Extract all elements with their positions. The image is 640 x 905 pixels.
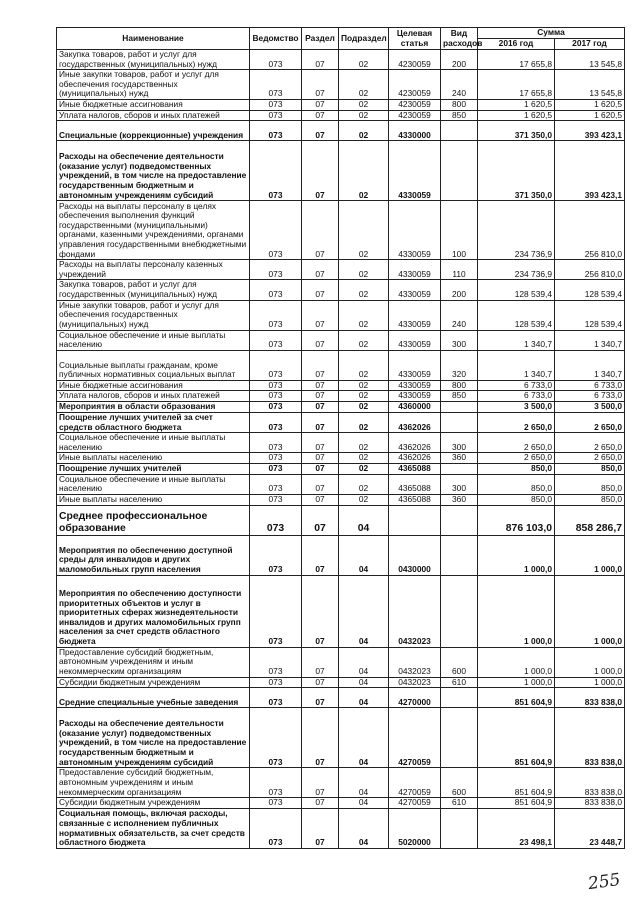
row-sum-2017: 13 545,8 — [555, 50, 625, 70]
header-vid: Вид расходов — [441, 28, 478, 50]
row-vedomstvo: 073 — [250, 768, 302, 798]
row-razdel: 07 — [302, 260, 339, 280]
row-vid-rashodov: 300 — [441, 330, 478, 350]
row-podrazdel: 02 — [339, 300, 389, 330]
row-name: Расходы на выплаты персоналу в целях обеспечения выполнения функций государственными (муниципальными) органами, казенными учреждениями, органами управления государственными внебюджетными фондами — [57, 201, 250, 260]
row-vid-rashodov — [441, 412, 478, 432]
table-row — [57, 474, 625, 494]
row-sum-2016: 851 604,9 — [478, 688, 555, 708]
row-vid-rashodov — [441, 505, 478, 535]
table-row — [57, 300, 625, 330]
row-podrazdel: 04 — [339, 677, 389, 688]
row-podrazdel: 02 — [339, 350, 389, 380]
row-podrazdel: 02 — [339, 121, 389, 141]
row-name: Иные выплаты населению — [57, 495, 250, 506]
table-row — [57, 433, 625, 453]
row-sum-2016: 234 736,9 — [478, 260, 555, 280]
row-podrazdel: 04 — [339, 808, 389, 848]
row-sum-2016: 371 350,0 — [478, 141, 555, 201]
row-razdel: 07 — [302, 708, 339, 768]
row-vid-rashodov — [441, 121, 478, 141]
row-sum-2016: 6 733,0 — [478, 391, 555, 402]
row-celevaya-statya: 4230059 — [389, 99, 441, 110]
row-celevaya-statya: 4330059 — [389, 330, 441, 350]
row-vid-rashodov: 800 — [441, 99, 478, 110]
row-sum-2016: 128 539,4 — [478, 300, 555, 330]
row-sum-2017: 833 838,0 — [555, 768, 625, 798]
row-sum-2016: 2 650,0 — [478, 453, 555, 464]
row-sum-2017: 850,0 — [555, 495, 625, 506]
row-razdel: 07 — [302, 808, 339, 848]
row-podrazdel: 02 — [339, 495, 389, 506]
row-sum-2016: 371 350,0 — [478, 121, 555, 141]
row-vid-rashodov: 360 — [441, 453, 478, 464]
row-vedomstvo: 073 — [250, 300, 302, 330]
row-name: Специальные (коррекционные) учреждения — [57, 121, 250, 141]
row-sum-2017: 1 340,7 — [555, 330, 625, 350]
row-vedomstvo: 073 — [250, 677, 302, 688]
row-razdel: 07 — [302, 463, 339, 474]
row-celevaya-statya: 0432023 — [389, 575, 441, 647]
row-sum-2017: 2 650,0 — [555, 412, 625, 432]
row-razdel: 07 — [302, 141, 339, 201]
row-sum-2017: 1 000,0 — [555, 575, 625, 647]
header-celevaya: Целевая статья — [389, 28, 441, 50]
row-name: Иные выплаты населению — [57, 453, 250, 464]
table-row — [57, 391, 625, 402]
row-vedomstvo: 073 — [250, 708, 302, 768]
row-vid-rashodov: 360 — [441, 495, 478, 506]
row-sum-2017: 256 810,0 — [555, 201, 625, 260]
row-celevaya-statya: 0430000 — [389, 535, 441, 575]
row-razdel: 07 — [302, 110, 339, 121]
row-sum-2016: 850,0 — [478, 463, 555, 474]
budget-table — [56, 27, 625, 849]
row-celevaya-statya: 4270059 — [389, 708, 441, 768]
row-sum-2016: 2 650,0 — [478, 433, 555, 453]
row-celevaya-statya: 4230059 — [389, 110, 441, 121]
row-vid-rashodov: 200 — [441, 280, 478, 300]
row-celevaya-statya: 4365088 — [389, 495, 441, 506]
row-sum-2017: 1 000,0 — [555, 647, 625, 677]
row-razdel: 07 — [302, 798, 339, 809]
row-razdel: 07 — [302, 330, 339, 350]
header-podrazdel: Подраздел — [339, 28, 389, 50]
table-row — [57, 330, 625, 350]
table-row — [57, 463, 625, 474]
row-razdel: 07 — [302, 300, 339, 330]
row-sum-2017: 256 810,0 — [555, 260, 625, 280]
row-vid-rashodov — [441, 463, 478, 474]
table-row — [57, 70, 625, 100]
row-podrazdel: 02 — [339, 401, 389, 412]
row-sum-2016: 1 340,7 — [478, 330, 555, 350]
table-row — [57, 688, 625, 708]
table-row — [57, 808, 625, 848]
budget-sheet — [56, 27, 624, 849]
row-sum-2016: 234 736,9 — [478, 201, 555, 260]
row-name: Расходы на обеспечение деятельности (оказание услуг) подведомственных учреждений, в том числе на предоставление государственным бюджетным и автономным учреждениям субсидий — [57, 708, 250, 768]
row-vid-rashodov: 600 — [441, 768, 478, 798]
row-name: Социальное обеспечение и иные выплаты населению — [57, 474, 250, 494]
row-celevaya-statya: 4362026 — [389, 453, 441, 464]
row-sum-2017: 2 650,0 — [555, 433, 625, 453]
table-row — [57, 99, 625, 110]
row-vedomstvo: 073 — [250, 110, 302, 121]
row-podrazdel: 02 — [339, 110, 389, 121]
row-sum-2017: 2 650,0 — [555, 453, 625, 464]
table-row — [57, 380, 625, 391]
row-sum-2016: 876 103,0 — [478, 505, 555, 535]
row-vedomstvo: 073 — [250, 463, 302, 474]
row-name: Расходы на выплаты персоналу казенных учреждений — [57, 260, 250, 280]
row-sum-2017: 833 838,0 — [555, 688, 625, 708]
row-podrazdel: 02 — [339, 433, 389, 453]
row-podrazdel: 02 — [339, 70, 389, 100]
row-sum-2016: 851 604,9 — [478, 798, 555, 809]
row-celevaya-statya: 4330059 — [389, 260, 441, 280]
row-name: Расходы на обеспечение деятельности (оказание услуг) подведомственных учреждений, в том числе на предоставление государственным бюджетным и автономным учреждениям субсидий — [57, 141, 250, 201]
row-vid-rashodov: 610 — [441, 798, 478, 809]
table-row — [57, 121, 625, 141]
row-name: Иные бюджетные ассигнования — [57, 99, 250, 110]
row-celevaya-statya: 4362026 — [389, 412, 441, 432]
row-name: Иные закупки товаров, работ и услуг для обеспечения государственных (муниципальных) нужд — [57, 300, 250, 330]
row-vedomstvo: 073 — [250, 495, 302, 506]
row-podrazdel: 02 — [339, 260, 389, 280]
table-row — [57, 647, 625, 677]
row-vedomstvo: 073 — [250, 70, 302, 100]
row-name: Субсидии бюджетным учреждениям — [57, 677, 250, 688]
table-row — [57, 505, 625, 535]
row-sum-2016: 1 620,5 — [478, 99, 555, 110]
header-vedomstvo: Ведомство — [250, 28, 302, 50]
row-vid-rashodov — [441, 708, 478, 768]
row-vid-rashodov — [441, 575, 478, 647]
header-row — [57, 28, 625, 39]
row-sum-2017: 1 620,5 — [555, 99, 625, 110]
row-vid-rashodov: 110 — [441, 260, 478, 280]
row-celevaya-statya: 4330059 — [389, 280, 441, 300]
row-sum-2017: 850,0 — [555, 463, 625, 474]
row-name: Социальные выплаты гражданам, кроме публичных нормативных социальных выплат — [57, 350, 250, 380]
row-podrazdel: 02 — [339, 453, 389, 464]
table-row — [57, 350, 625, 380]
table-row — [57, 495, 625, 506]
row-celevaya-statya: 4330059 — [389, 380, 441, 391]
table-row — [57, 412, 625, 432]
row-celevaya-statya — [389, 505, 441, 535]
row-sum-2016: 6 733,0 — [478, 380, 555, 391]
row-razdel: 07 — [302, 99, 339, 110]
row-sum-2016: 1 620,5 — [478, 110, 555, 121]
row-vedomstvo: 073 — [250, 433, 302, 453]
header-year-2016: 2016 год — [478, 39, 555, 50]
row-vid-rashodov: 100 — [441, 201, 478, 260]
row-vid-rashodov — [441, 688, 478, 708]
row-razdel: 07 — [302, 575, 339, 647]
row-name: Предоставление субсидий бюджетным, автономным учреждениям и иным некоммерческим организациям — [57, 768, 250, 798]
row-sum-2016: 3 500,0 — [478, 401, 555, 412]
row-vedomstvo: 073 — [250, 401, 302, 412]
row-podrazdel: 02 — [339, 391, 389, 402]
row-celevaya-statya: 4360000 — [389, 401, 441, 412]
row-razdel: 07 — [302, 647, 339, 677]
row-sum-2017: 13 545,8 — [555, 70, 625, 100]
row-vedomstvo: 073 — [250, 50, 302, 70]
page-number: 255 — [586, 869, 622, 895]
table-row — [57, 677, 625, 688]
row-sum-2017: 858 286,7 — [555, 505, 625, 535]
row-vedomstvo: 073 — [250, 505, 302, 535]
row-vedomstvo: 073 — [250, 350, 302, 380]
row-vid-rashodov: 300 — [441, 474, 478, 494]
row-celevaya-statya: 4330059 — [389, 391, 441, 402]
row-sum-2017: 393 423,1 — [555, 121, 625, 141]
row-podrazdel: 04 — [339, 535, 389, 575]
row-podrazdel: 02 — [339, 141, 389, 201]
row-name: Среднее профессиональное образование — [57, 505, 250, 535]
row-sum-2017: 1 000,0 — [555, 677, 625, 688]
row-vedomstvo: 073 — [250, 121, 302, 141]
row-sum-2016: 850,0 — [478, 474, 555, 494]
row-podrazdel: 02 — [339, 50, 389, 70]
table-row — [57, 708, 625, 768]
row-celevaya-statya: 4365088 — [389, 474, 441, 494]
row-vedomstvo: 073 — [250, 280, 302, 300]
row-sum-2017: 850,0 — [555, 474, 625, 494]
row-podrazdel: 04 — [339, 708, 389, 768]
table-row — [57, 535, 625, 575]
row-vedomstvo: 073 — [250, 391, 302, 402]
row-podrazdel: 04 — [339, 647, 389, 677]
row-sum-2017: 1 340,7 — [555, 350, 625, 380]
table-row — [57, 201, 625, 260]
row-podrazdel: 04 — [339, 505, 389, 535]
row-name: Закупка товаров, работ и услуг для государственных (муниципальных) нужд — [57, 50, 250, 70]
table-body — [57, 50, 625, 849]
row-vid-rashodov: 800 — [441, 380, 478, 391]
row-vid-rashodov: 300 — [441, 433, 478, 453]
row-razdel: 07 — [302, 474, 339, 494]
row-name: Поощрение лучших учителей за счет средств областного бюджета — [57, 412, 250, 432]
row-vedomstvo: 073 — [250, 575, 302, 647]
row-name: Поощрение лучших учителей — [57, 463, 250, 474]
row-name: Мероприятия в области образования — [57, 401, 250, 412]
row-vedomstvo: 073 — [250, 141, 302, 201]
row-sum-2017: 6 733,0 — [555, 380, 625, 391]
row-sum-2016: 1 340,7 — [478, 350, 555, 380]
row-sum-2017: 1 620,5 — [555, 110, 625, 121]
row-celevaya-statya: 4270000 — [389, 688, 441, 708]
row-celevaya-statya: 4270059 — [389, 768, 441, 798]
row-razdel: 07 — [302, 688, 339, 708]
row-razdel: 07 — [302, 401, 339, 412]
row-sum-2017: 393 423,1 — [555, 141, 625, 201]
row-vedomstvo: 073 — [250, 798, 302, 809]
row-podrazdel: 02 — [339, 463, 389, 474]
row-vedomstvo: 073 — [250, 201, 302, 260]
row-sum-2016: 1 000,0 — [478, 677, 555, 688]
row-podrazdel: 04 — [339, 798, 389, 809]
row-sum-2017: 1 000,0 — [555, 535, 625, 575]
table-row — [57, 50, 625, 70]
row-razdel: 07 — [302, 201, 339, 260]
row-podrazdel: 02 — [339, 330, 389, 350]
row-razdel: 07 — [302, 50, 339, 70]
row-sum-2016: 128 539,4 — [478, 280, 555, 300]
row-vid-rashodov: 240 — [441, 300, 478, 330]
row-sum-2017: 833 838,0 — [555, 708, 625, 768]
row-vedomstvo: 073 — [250, 260, 302, 280]
row-sum-2016: 23 498,1 — [478, 808, 555, 848]
row-name: Уплата налогов, сборов и иных платежей — [57, 391, 250, 402]
row-vedomstvo: 073 — [250, 808, 302, 848]
row-name: Иные бюджетные ассигнования — [57, 380, 250, 391]
row-podrazdel: 02 — [339, 380, 389, 391]
header-name: Наименование — [57, 28, 250, 50]
row-razdel: 07 — [302, 380, 339, 391]
row-vid-rashodov: 610 — [441, 677, 478, 688]
row-celevaya-statya: 4230059 — [389, 70, 441, 100]
row-vid-rashodov: 200 — [441, 50, 478, 70]
row-razdel: 07 — [302, 505, 339, 535]
row-celevaya-statya: 4230059 — [389, 50, 441, 70]
row-vedomstvo: 073 — [250, 99, 302, 110]
row-celevaya-statya: 4330059 — [389, 141, 441, 201]
row-sum-2017: 128 539,4 — [555, 300, 625, 330]
row-vedomstvo: 073 — [250, 688, 302, 708]
row-razdel: 07 — [302, 495, 339, 506]
table-row — [57, 768, 625, 798]
row-name: Уплата налогов, сборов и иных платежей — [57, 110, 250, 121]
table-row — [57, 575, 625, 647]
row-podrazdel: 02 — [339, 99, 389, 110]
table-row — [57, 401, 625, 412]
row-podrazdel: 04 — [339, 768, 389, 798]
row-name: Закупка товаров, работ и услуг для государственных (муниципальных) нужд — [57, 280, 250, 300]
row-name: Иные закупки товаров, работ и услуг для обеспечения государственных (муниципальных) нужд — [57, 70, 250, 100]
row-podrazdel: 02 — [339, 201, 389, 260]
row-razdel: 07 — [302, 350, 339, 380]
row-vid-rashodov: 850 — [441, 110, 478, 121]
row-sum-2016: 851 604,9 — [478, 768, 555, 798]
row-celevaya-statya: 4362026 — [389, 433, 441, 453]
row-podrazdel: 02 — [339, 280, 389, 300]
row-sum-2017: 128 539,4 — [555, 280, 625, 300]
row-sum-2017: 833 838,0 — [555, 798, 625, 809]
table-row — [57, 798, 625, 809]
table-row — [57, 453, 625, 464]
row-celevaya-statya: 4330059 — [389, 350, 441, 380]
header-razdel: Раздел — [302, 28, 339, 50]
row-sum-2016: 850,0 — [478, 495, 555, 506]
header-year-2017: 2017 год — [555, 39, 625, 50]
row-sum-2017: 23 448,7 — [555, 808, 625, 848]
row-vid-rashodov: 600 — [441, 647, 478, 677]
row-sum-2017: 6 733,0 — [555, 391, 625, 402]
row-vedomstvo: 073 — [250, 474, 302, 494]
row-name: Социальное обеспечение и иные выплаты населению — [57, 330, 250, 350]
row-vedomstvo: 073 — [250, 535, 302, 575]
row-sum-2016: 1 000,0 — [478, 575, 555, 647]
row-razdel: 07 — [302, 391, 339, 402]
row-vedomstvo: 073 — [250, 412, 302, 432]
row-name: Предоставление субсидий бюджетным, автономным учреждениям и иным некоммерческим организациям — [57, 647, 250, 677]
row-vedomstvo: 073 — [250, 647, 302, 677]
row-vedomstvo: 073 — [250, 330, 302, 350]
row-celevaya-statya: 5020000 — [389, 808, 441, 848]
row-vid-rashodov — [441, 808, 478, 848]
row-vedomstvo: 073 — [250, 453, 302, 464]
row-razdel: 07 — [302, 433, 339, 453]
row-celevaya-statya: 0432023 — [389, 677, 441, 688]
row-podrazdel: 04 — [339, 575, 389, 647]
row-vid-rashodov: 850 — [441, 391, 478, 402]
row-razdel: 07 — [302, 412, 339, 432]
row-sum-2016: 851 604,9 — [478, 708, 555, 768]
row-sum-2017: 3 500,0 — [555, 401, 625, 412]
row-sum-2016: 1 000,0 — [478, 647, 555, 677]
row-vid-rashodov — [441, 141, 478, 201]
row-sum-2016: 17 655,8 — [478, 50, 555, 70]
row-celevaya-statya: 4330059 — [389, 201, 441, 260]
row-razdel: 07 — [302, 535, 339, 575]
row-name: Средние специальные учебные заведения — [57, 688, 250, 708]
row-podrazdel: 02 — [339, 474, 389, 494]
row-podrazdel: 04 — [339, 688, 389, 708]
row-razdel: 07 — [302, 121, 339, 141]
row-razdel: 07 — [302, 70, 339, 100]
row-vid-rashodov — [441, 401, 478, 412]
row-name: Мероприятия по обеспечению доступной среды для инвалидов и других маломобильных групп населения — [57, 535, 250, 575]
row-podrazdel: 02 — [339, 412, 389, 432]
row-celevaya-statya: 4330059 — [389, 300, 441, 330]
row-name: Мероприятия по обеспечению доступности приоритетных объектов и услуг в приоритетных сферах жизнедеятельности инвалидов и других маломобильных групп населения за счет средств областного бюджета — [57, 575, 250, 647]
row-celevaya-statya: 0432023 — [389, 647, 441, 677]
table-row — [57, 260, 625, 280]
row-vid-rashodov: 320 — [441, 350, 478, 380]
row-vid-rashodov — [441, 535, 478, 575]
row-razdel: 07 — [302, 677, 339, 688]
row-vedomstvo: 073 — [250, 380, 302, 391]
row-celevaya-statya: 4270059 — [389, 798, 441, 809]
row-name: Субсидии бюджетным учреждениям — [57, 798, 250, 809]
row-sum-2016: 1 000,0 — [478, 535, 555, 575]
row-sum-2016: 2 650,0 — [478, 412, 555, 432]
row-sum-2016: 17 655,8 — [478, 70, 555, 100]
row-name: Социальная помощь, включая расходы, связанные с исполнением публичных нормативных обязательств, за счет средств областного бюджета — [57, 808, 250, 848]
row-name: Социальное обеспечение и иные выплаты населению — [57, 433, 250, 453]
header-summa: Сумма — [478, 28, 625, 39]
row-celevaya-statya: 4330000 — [389, 121, 441, 141]
row-razdel: 07 — [302, 768, 339, 798]
table-row — [57, 141, 625, 201]
row-razdel: 07 — [302, 453, 339, 464]
row-celevaya-statya: 4365088 — [389, 463, 441, 474]
row-razdel: 07 — [302, 280, 339, 300]
table-row — [57, 110, 625, 121]
row-vid-rashodov: 240 — [441, 70, 478, 100]
table-row — [57, 280, 625, 300]
